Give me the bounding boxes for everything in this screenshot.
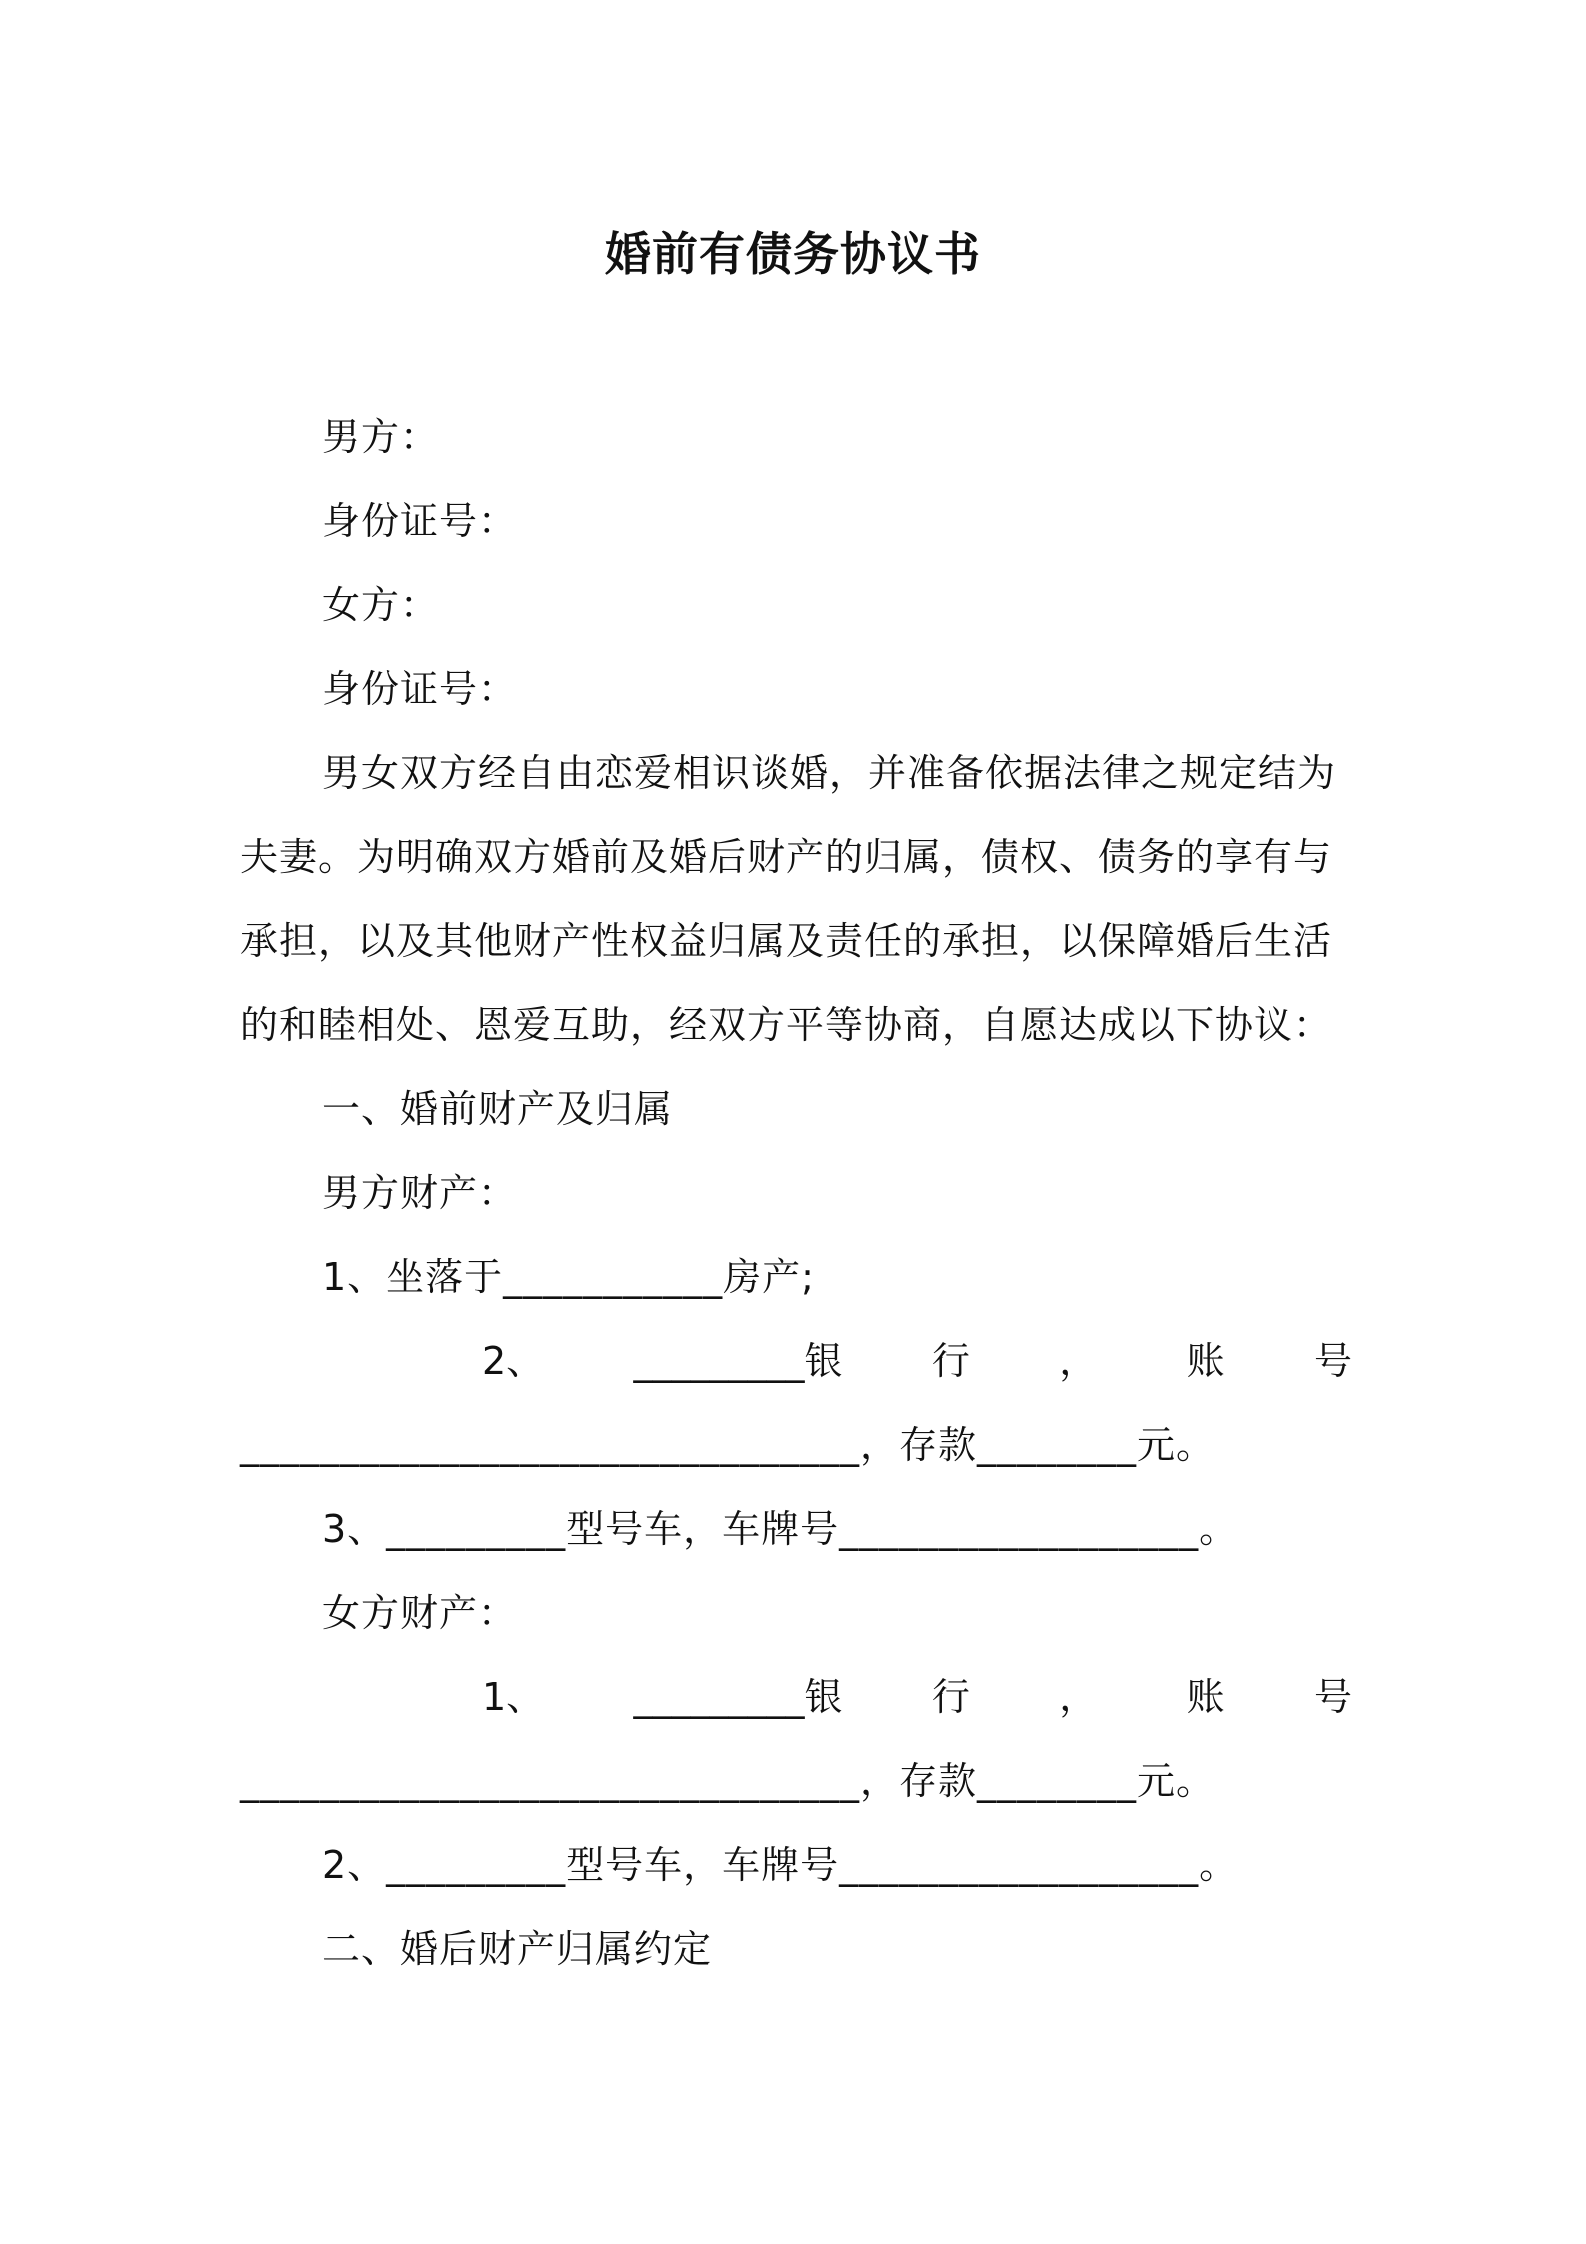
female-asset-car: 2、_________型号车，车牌号__________________。 — [322, 1843, 1239, 1887]
bank-comma: ， — [1059, 1339, 1098, 1383]
male-asset-car: 3、_________型号车，车牌号__________________。 — [322, 1507, 1239, 1551]
section-1-heading: 一、婚前财产及归属 — [322, 1087, 674, 1131]
intro-paragraph-line-4: 的和睦相处、恩爱互助，经双方平等协商，自愿达成以下协议： — [240, 1003, 1333, 1047]
male-asset-bank-line — [240, 1339, 1352, 1383]
female-assets-heading: 女方财产： — [322, 1591, 518, 1635]
bank-text: 行 — [931, 1339, 970, 1383]
male-label: 男方： — [322, 415, 440, 459]
bank-item-number: 2、 — [482, 1339, 545, 1383]
female-id-label: 身份证号： — [322, 667, 518, 711]
male-asset-house: 1、坐落于___________房产; — [322, 1255, 815, 1299]
female-asset-bank-continued: _______________________________，存款________元。 — [240, 1759, 1216, 1803]
account-text-1: 账 — [1186, 1339, 1225, 1383]
bank-item-number: 1、 — [482, 1675, 545, 1719]
bank-text: 行 — [931, 1675, 970, 1719]
bank-name-blank: _________银 — [633, 1339, 843, 1383]
account-text-1: 账 — [1186, 1675, 1225, 1719]
male-assets-heading: 男方财产： — [322, 1171, 518, 1215]
account-text-2: 号 — [1313, 1339, 1352, 1383]
female-label: 女方： — [322, 583, 440, 627]
intro-paragraph-line-1: 男女双方经自由恋爱相识谈婚，并准备依据法律之规定结为 — [322, 751, 1337, 795]
section-2-heading: 二、婚后财产归属约定 — [322, 1927, 713, 1971]
document-title: 婚前有债务协议书 — [605, 227, 981, 281]
female-asset-bank-line — [240, 1675, 1352, 1719]
bank-name-blank: _________银 — [633, 1675, 843, 1719]
bank-comma: ， — [1059, 1675, 1098, 1719]
account-text-2: 号 — [1313, 1675, 1352, 1719]
male-asset-bank-continued: _______________________________，存款________元。 — [240, 1423, 1216, 1467]
intro-paragraph-line-3: 承担，以及其他财产性权益归属及责任的承担，以保障婚后生活 — [240, 919, 1333, 963]
male-id-label: 身份证号： — [322, 499, 518, 543]
intro-paragraph-line-2: 夫妻。为明确双方婚前及婚后财产的归属，债权、债务的享有与 — [240, 835, 1333, 879]
